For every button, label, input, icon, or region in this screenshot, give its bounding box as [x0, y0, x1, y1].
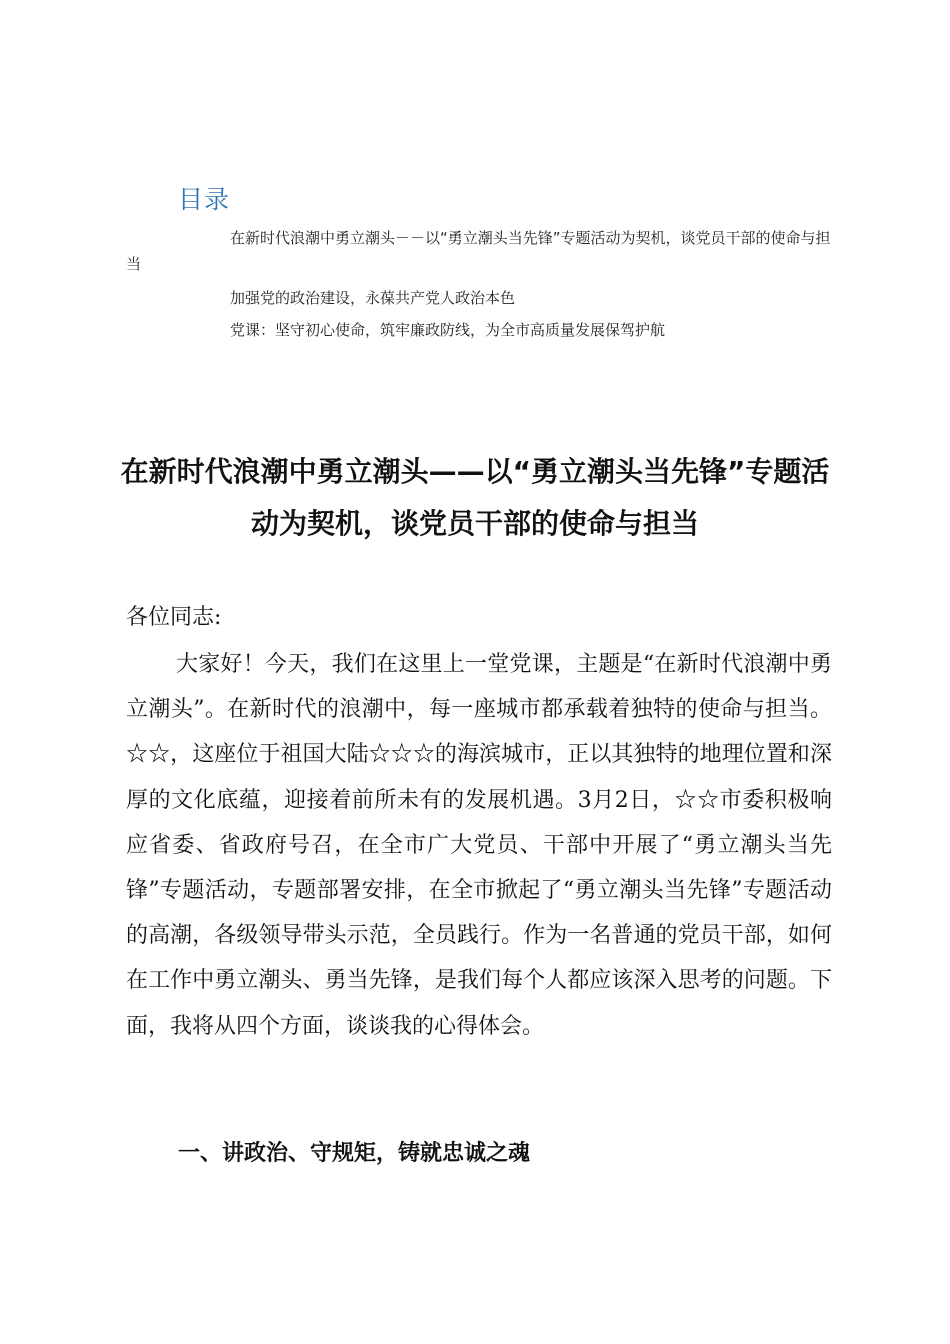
document-title: 在新时代浪潮中勇立潮头——以“勇立潮头当先锋”专题活动为契机，谈党员干部的使命与担当 — [120, 455, 830, 540]
toc-entry-1[interactable]: 在新时代浪潮中勇立潮头－－以“勇立潮头当先锋”专题活动为契机，谈党员干部的使命与担当 — [126, 229, 831, 273]
toc-entry-2[interactable]: 加强党的政治建设，永葆共产党人政治本色 — [230, 289, 516, 307]
body-paragraph: 大家好！今天，我们在这里上一堂党课，主题是“在新时代浪潮中勇立潮头”。在新时代的浪潮中，每一座城市都承载着独特的使命与担当。☆☆，这座位于祖国大陆☆☆☆的海滨城市，正以其独特的地理位置和深厚的文化底蕴，迎接着前所未有的发展机遇。3月2日，☆☆市委积极响应省委、省政府号召，在全市广大党员、干部中开展了“勇立潮头当先锋”专题活动，专题部署安排，在全市掀起了“勇立潮头当先锋”专题活动的高潮，各级领导带头示范，全员践行。作为一名普通的党员干部，如何在工作中勇立潮头、勇当先锋，是我们每个人都应该深入思考的问题。下面，我将从四个方面，谈谈我的心得体会。 — [126, 652, 832, 1039]
section-heading-1: 一、讲政治、守规矩，铸就忠诚之魂 — [178, 1140, 531, 1166]
toc-entry-3[interactable]: 党课：坚守初心使命，筑牢廉政防线，为全市高质量发展保驾护航 — [230, 321, 666, 339]
salutation: 各位同志: — [126, 605, 222, 630]
toc-title: 目录 — [178, 185, 231, 214]
